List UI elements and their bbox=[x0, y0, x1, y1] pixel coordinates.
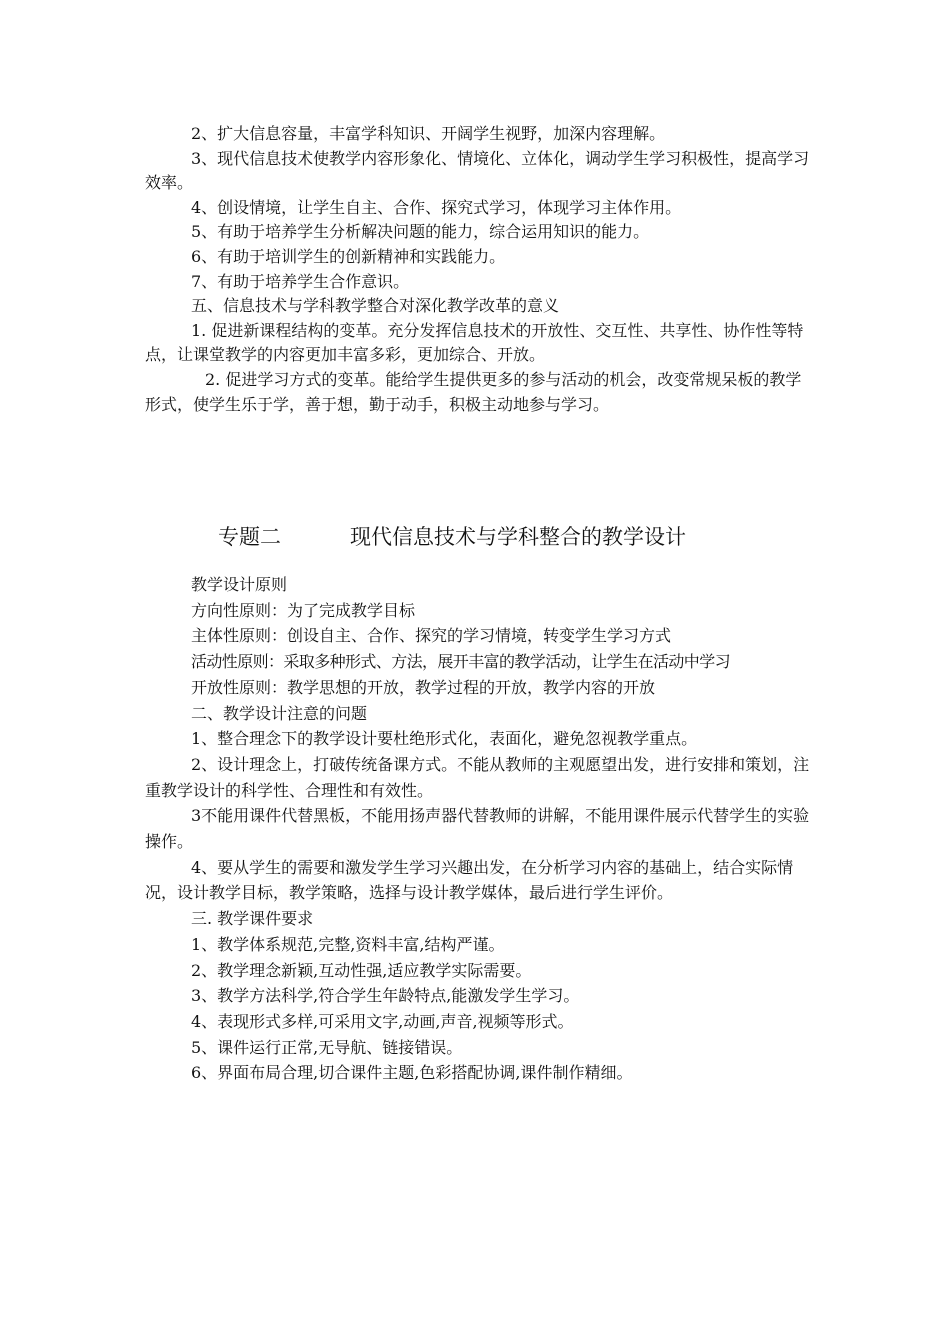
requirement-4: 4、表现形式多样,可采用文字,动画,声音,视频等形式。 bbox=[191, 1011, 574, 1031]
paragraph-issue-2: 2、设计理念上，打破传统备课方式。不能从教师的主观愿望出发，进行安排和策划，注重教学设计的科学性、合理性和有效性。 bbox=[145, 754, 810, 800]
paragraph-benefit-3: 3、现代信息技术使教学内容形象化、情境化、立体化，调动学生学习积极性，提高学习效率。 bbox=[145, 148, 810, 193]
paragraph-benefit-5: 5、有助于培养学生分析解决问题的能力，综合运用知识的能力。 bbox=[191, 222, 650, 242]
principle-openness: 开放性原则：教学思想的开放，教学过程的开放，教学内容的开放 bbox=[191, 677, 656, 697]
subheading-design-principles: 教学设计原则 bbox=[191, 575, 288, 594]
requirement-2: 2、教学理念新颖,互动性强,适应教学实际需要。 bbox=[191, 960, 532, 980]
paragraph-issue-1: 1、整合理念下的教学设计要杜绝形式化，表面化，避免忽视教学重点。 bbox=[191, 729, 698, 749]
paragraph-benefit-6: 6、有助于培训学生的创新精神和实践能力。 bbox=[191, 246, 506, 266]
topic-heading bbox=[218, 522, 838, 552]
requirement-3: 3、教学方法科学,符合学生年龄特点,能激发学生学习。 bbox=[191, 986, 580, 1006]
requirement-5: 5、课件运行正常,无导航、链接错误。 bbox=[191, 1037, 463, 1057]
subheading-reform-significance: 五、信息技术与学科教学整合对深化教学改革的意义 bbox=[191, 296, 560, 316]
principle-direction: 方向性原则：为了完成教学目标 bbox=[191, 600, 416, 620]
principle-activity: 活动性原则：采取多种形式、方法，展开丰富的教学活动，让学生在活动中学习 bbox=[191, 652, 731, 672]
paragraph-significance-2: 2. 促进学习方式的变革。能给学生提供更多的参与活动的机会，改变常规呆板的教学形式，使学生乐于学，善于想，勤于动手，积极主动地参与学习。 bbox=[145, 369, 802, 414]
topic-title: 现代信息技术与学科整合的教学设计 bbox=[350, 525, 686, 549]
section-benefits bbox=[145, 122, 810, 417]
subheading-courseware-requirements: 三. 教学课件要求 bbox=[191, 909, 314, 929]
principle-subject: 主体性原则：创设自主、合作、探究的学习情境，转变学生学习方式 bbox=[191, 626, 672, 646]
paragraph-benefit-4: 4、创设情境，让学生自主、合作、探究式学习，体现学习主体作用。 bbox=[191, 197, 682, 217]
requirement-6: 6、界面布局合理,切合课件主题,色彩搭配协调,课件制作精细。 bbox=[191, 1063, 633, 1083]
subheading-design-issues: 二、教学设计注意的问题 bbox=[191, 703, 368, 723]
paragraph-benefit-7: 7、有助于培养学生合作意识。 bbox=[191, 271, 410, 291]
paragraph-significance-1: 1. 促进新课程结构的变革。充分发挥信息技术的开放性、交互性、共享性、协作性等特点，让课堂教学的内容更加丰富多彩，更加综合、开放。 bbox=[145, 320, 804, 365]
requirement-1: 1、教学体系规范,完整,资料丰富,结构严谨。 bbox=[191, 934, 505, 954]
paragraph-benefit-2: 2、扩大信息容量，丰富学科知识、开阔学生视野，加深内容理解。 bbox=[191, 124, 666, 143]
section-design bbox=[145, 572, 810, 1086]
topic-number: 专题二 bbox=[218, 525, 281, 549]
paragraph-issue-3: 3不能用课件代替黑板，不能用扬声器代替教师的讲解，不能用课件展示代替学生的实验操作。 bbox=[145, 806, 810, 852]
paragraph-issue-4: 4、要从学生的需要和激发学生学习兴趣出发，在分析学习内容的基础上，结合实际情况，设计教学目标，教学策略，选择与设计教学媒体，最后进行学生评价。 bbox=[145, 857, 794, 903]
